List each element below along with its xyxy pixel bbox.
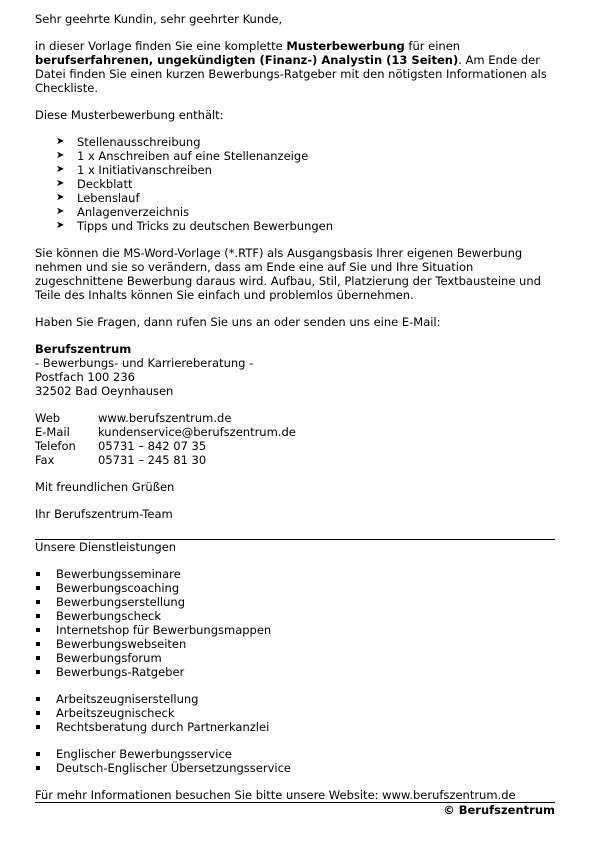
- company-tagline: - Bewerbungs- und Karriereberatung -: [35, 356, 254, 370]
- signature: Ihr Berufszentrum-Team: [35, 507, 173, 521]
- contact-label: E-Mail: [35, 425, 70, 439]
- list-item: Bewerbungserstellung: [35, 595, 555, 609]
- usage-paragraph: Sie können die MS-Word-Vorlage (*.RTF) als Ausgangsbasis Ihrer eigenen Bewerbung nehmen und sie so verändern, dass am Ende eine auf Sie und Ihre Situation zugeschnittene Bewerbung daraus wird. Aufbau, Stil, Platzierung der Textbausteine und Teile des Inhalts können Sie einfach und problemlos übernehmen.: [35, 246, 541, 302]
- list-item: Bewerbungsforum: [35, 651, 555, 665]
- square-bullet-icon: [36, 766, 40, 770]
- square-bullet-icon: [36, 670, 40, 674]
- list-item: Bewerbungsseminare: [35, 567, 555, 581]
- square-bullet-icon: [36, 586, 40, 590]
- list-item: Deutsch-Englischer Übersetzungsservice: [35, 761, 555, 775]
- arrow-bullet-icon: ➤: [56, 136, 65, 147]
- list-item: ➤ 1 x Initiativanschreiben: [56, 163, 212, 177]
- list-item: Bewerbungscoaching: [35, 581, 555, 595]
- list-item: Bewerbungs-Ratgeber: [35, 665, 555, 679]
- intro-text-1: in dieser Vorlage finden Sie eine komplette: [35, 39, 287, 53]
- square-bullet-icon: [36, 614, 40, 618]
- square-bullet-icon: [36, 697, 40, 701]
- contact-label: Web: [35, 411, 61, 425]
- footer-info: Für mehr Informationen besuchen Sie bitte unsere Website: www.berufszentrum.de: [35, 788, 516, 802]
- contains-list: [35, 135, 555, 233]
- square-bullet-icon: [36, 711, 40, 715]
- questions-paragraph: Haben Sie Fragen, dann rufen Sie uns an oder senden uns eine E-Mail:: [35, 315, 441, 329]
- website-link[interactable]: www.berufszentrum.de: [98, 411, 232, 425]
- square-bullet-icon: [36, 642, 40, 646]
- intro-text-3: . Am Ende der Datei finden Sie einen kurzen Bewerbungs-Ratgeber mit den nötigsten Informationen als Checkliste.: [35, 53, 547, 95]
- intro-bold-2: berufserfahrenen, ungekündigten (Finanz-) Analystin (13 Seiten): [35, 53, 459, 67]
- square-bullet-icon: [36, 628, 40, 632]
- list-item: ➤ Anlagenverzeichnis: [56, 205, 190, 219]
- square-bullet-icon: [36, 725, 40, 729]
- list-item: Englischer Bewerbungsservice: [35, 747, 555, 761]
- square-bullet-icon: [36, 752, 40, 756]
- address-city: 32502 Bad Oeynhausen: [35, 384, 174, 398]
- list-item: Arbeitszeugnischeck: [35, 706, 555, 720]
- list-item: ➤ Deckblatt: [56, 177, 133, 191]
- contact-row-email: [35, 425, 296, 439]
- intro-bold-1: Musterbewerbung: [286, 39, 405, 53]
- fax-value: 05731 – 245 81 30: [98, 453, 207, 467]
- arrow-bullet-icon: ➤: [56, 206, 65, 217]
- contact-table: [35, 411, 296, 467]
- contact-row-fax: [35, 453, 296, 467]
- list-item: Rechtsberatung durch Partnerkanzlei: [35, 720, 555, 734]
- contact-row-phone: [35, 439, 296, 453]
- email-link[interactable]: kundenservice@berufszentrum.de: [98, 425, 296, 439]
- contact-label: Telefon: [35, 439, 76, 453]
- closing: Mit freundlichen Grüßen: [35, 480, 175, 494]
- arrow-bullet-icon: ➤: [56, 192, 65, 203]
- services-list-3: [35, 747, 555, 775]
- list-item: Bewerbungscheck: [35, 609, 555, 623]
- greeting: Sehr geehrte Kundin, sehr geehrter Kunde,: [35, 12, 283, 26]
- arrow-bullet-icon: ➤: [56, 164, 65, 175]
- contains-heading: Diese Musterbewerbung enthält:: [35, 108, 224, 122]
- list-item: ➤ Stellenausschreibung: [56, 135, 201, 149]
- services-heading: Unsere Dienstleistungen: [35, 540, 177, 554]
- list-item: Arbeitszeugniserstellung: [35, 692, 555, 706]
- square-bullet-icon: [36, 600, 40, 604]
- intro-paragraph: [35, 39, 555, 95]
- phone-value: 05731 – 842 07 35: [98, 439, 207, 453]
- services-list-2: [35, 692, 555, 734]
- square-bullet-icon: [36, 572, 40, 576]
- list-item: Bewerbungswebseiten: [35, 637, 555, 651]
- document-page: [35, 12, 555, 817]
- arrow-bullet-icon: ➤: [56, 178, 65, 189]
- contact-row-web: [35, 411, 296, 425]
- list-item: ➤ 1 x Anschreiben auf eine Stellenanzeige: [56, 149, 309, 163]
- address-block: [35, 342, 555, 398]
- copyright: © Berufszentrum: [443, 803, 555, 817]
- contact-label: Fax: [35, 453, 55, 467]
- intro-text-2: für einen: [404, 39, 461, 53]
- list-item: ➤ Lebenslauf: [56, 191, 140, 205]
- arrow-bullet-icon: ➤: [56, 150, 65, 161]
- arrow-bullet-icon: ➤: [56, 220, 65, 231]
- company-name: Berufszentrum: [35, 342, 132, 356]
- list-item: ➤ Tipps und Tricks zu deutschen Bewerbungen: [56, 219, 334, 233]
- services-list-1: [35, 567, 555, 679]
- address-street: Postfach 100 236: [35, 370, 135, 384]
- list-item: Internetshop für Bewerbungsmappen: [35, 623, 555, 637]
- square-bullet-icon: [36, 656, 40, 660]
